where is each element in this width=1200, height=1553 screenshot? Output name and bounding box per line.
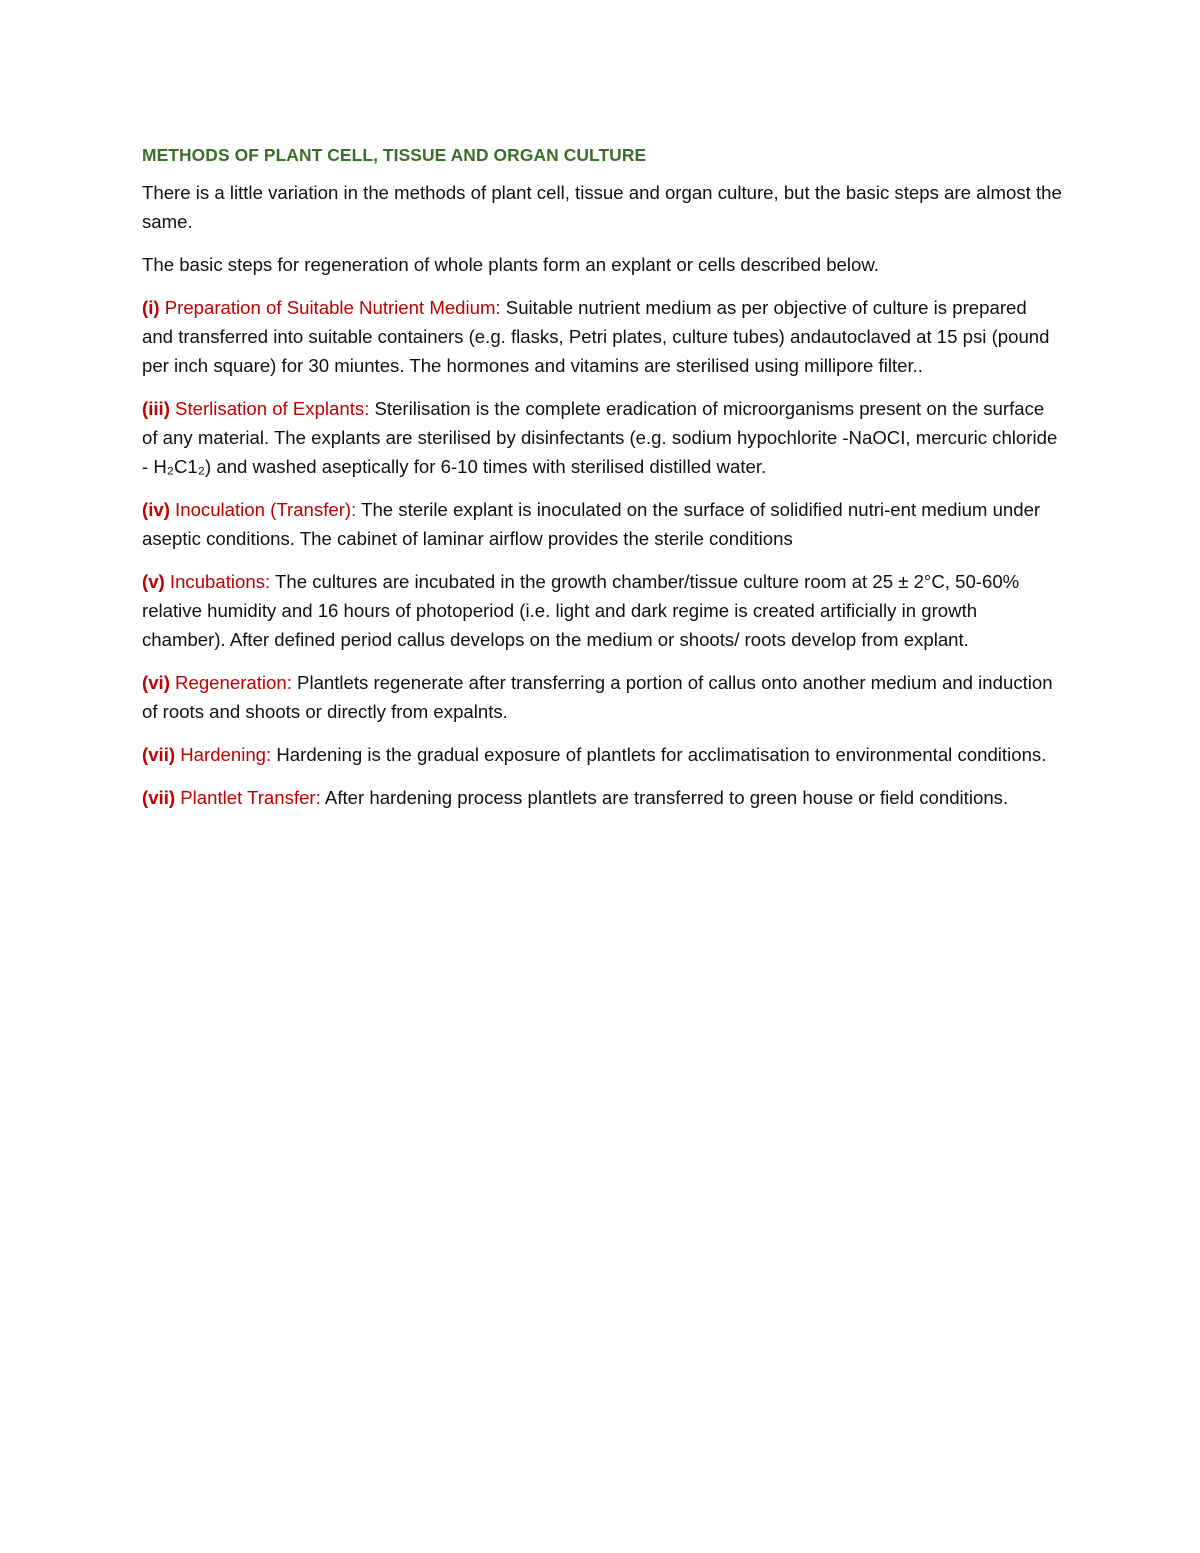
step-hardening bbox=[142, 740, 1062, 769]
step-label: Inoculation (Transfer): bbox=[169, 499, 357, 520]
step-incubations bbox=[142, 567, 1062, 654]
step-label: Hardening: bbox=[175, 744, 272, 765]
document-body bbox=[142, 141, 1062, 826]
step-text: Sterilisation is the complete eradication of microorganisms present on the surface of any material. The explants are sterilised by disinfectants (e.g. sodium hypochlorite -NaOCI, mercuric chloride - H₂C1₂) and washed aseptically for 6-10 times with sterilised distilled water. bbox=[142, 398, 1058, 477]
step-sterilisation-explants bbox=[142, 394, 1062, 481]
step-number: (i) bbox=[142, 297, 160, 318]
step-preparation-medium bbox=[142, 293, 1062, 380]
step-label: Incubations: bbox=[164, 571, 271, 592]
step-number: (iv) bbox=[142, 499, 170, 520]
step-number: (vii) bbox=[142, 787, 176, 808]
step-text: Plantlets regenerate after transferring a portion of callus onto another medium and induction of roots and shoots or directly from expalnts. bbox=[142, 672, 1053, 722]
intro-paragraph: There is a little variation in the methods of plant cell, tissue and organ culture, but the basic steps are almost the same. bbox=[142, 182, 1062, 232]
step-text: The sterile explant is inoculated on the surface of solidified nutri-ent medium under aseptic conditions. The cabinet of laminar airflow provides the sterile conditions bbox=[142, 499, 1041, 549]
step-number: (iii) bbox=[142, 398, 170, 419]
page-title: METHODS OF PLANT CELL, TISSUE AND ORGAN CULTURE bbox=[142, 145, 647, 165]
step-label: Sterlisation of Explants: bbox=[169, 398, 370, 419]
step-text: Suitable nutrient medium as per objective of culture is prepared and transferred into suitable containers (e.g. flasks, Petri plates, culture tubes) andautoclaved at 15 psi (pound per inch square) for 30 miuntes. The hormones and vitamins are sterilised using millipore filter.. bbox=[142, 297, 1050, 376]
step-text: The cultures are incubated in the growth chamber/tissue culture room at 25 ± 2°C, 50-60% relative humidity and 16 hours of photoperiod (i.e. light and dark regime is created artificially in growth chamber). After defined period callus develops on the medium or shoots/ roots develop from explant. bbox=[142, 571, 1020, 650]
step-label: Preparation of Suitable Nutrient Medium: bbox=[159, 297, 501, 318]
step-text: After hardening process plantlets are transferred to green house or field conditions. bbox=[320, 787, 1009, 808]
step-number: (vii) bbox=[142, 744, 176, 765]
step-text: Hardening is the gradual exposure of plantlets for acclimatisation to environmental conditions. bbox=[271, 744, 1047, 765]
step-number: (vi) bbox=[142, 672, 170, 693]
step-regeneration bbox=[142, 668, 1062, 726]
step-label: Plantlet Transfer: bbox=[175, 787, 321, 808]
step-number: (v) bbox=[142, 571, 165, 592]
step-plantlet-transfer bbox=[142, 783, 1062, 812]
step-inoculation bbox=[142, 495, 1062, 553]
basic-steps-paragraph: The basic steps for regeneration of whole plants form an explant or cells described below. bbox=[142, 254, 879, 275]
step-label: Regeneration: bbox=[169, 672, 292, 693]
